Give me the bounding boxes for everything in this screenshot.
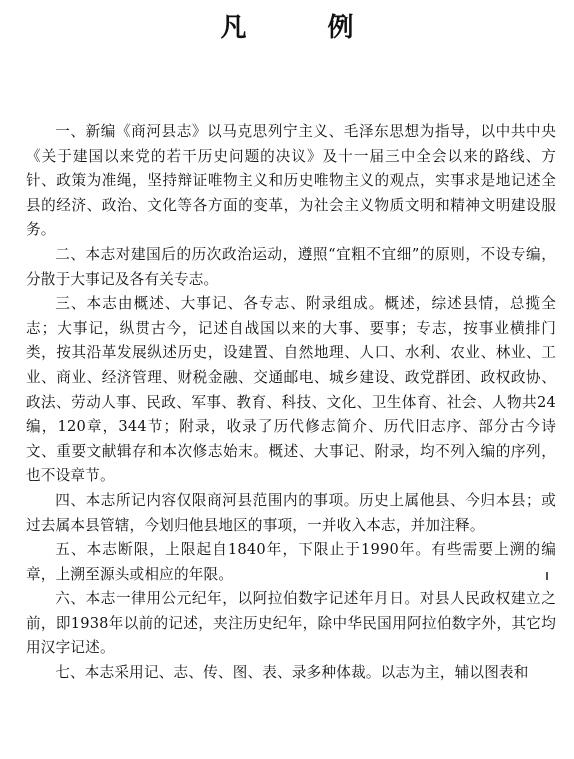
document-body — [26, 120, 556, 686]
scan-mark — [546, 572, 548, 580]
paragraph-7: 七、本志采用记、志、传、图、表、录多种体裁。以志为主，辅以图表和 — [55, 664, 529, 682]
paragraph-2: 二、本志对建国后的历次政治运动，遵照“宜粗不宜细”的原则，不设专编，分散于大事记及各有关专志。 — [26, 245, 556, 288]
paragraph-4: 四、本志所记内容仅限商河县范围内的事项。历史上属他县、今归本县；或过去属本县管辖，今划归他县地区的事项，一并收入本志，并加注释。 — [26, 491, 556, 534]
paragraph-5: 五、本志断限，上限起自1840年，下限止于1990年。有些需要上溯的编章，上溯至源头或相应的年限。 — [26, 541, 556, 583]
paragraph-1: 一、新编《商河县志》以马克思列宁主义、毛泽东思想为指导，以中共中央《关于建国以来党的若干历史问题的决议》及十一届三中全会以来的路线、方针、政策为准绳，坚持辩证唯物主义和历史唯物主义的观点，实事求是地记述全县的经济、政治、文化等各方面的变革，为社会主义物质文明和精神文明建设服务。 — [26, 123, 556, 239]
paragraph-3: 三、本志由概述、大事记、各专志、附录组成。概述，综述县情，总揽全志；大事记，纵贯古今，记述自战国以来的大事、要事；专志，按事业横排门类，按其沿革发展纵述历史，设建置、自然地理、人口、水利、农业、林业、工业、商业、经济管理、财税金融、交通邮电、城乡建设、政党群团、政权政协、政法、劳动人事、民政、军事、教育、科技、文化、卫生体育、社会、人物共24编，120章，344节；附录，收录了历代修志简介、历代旧志序、部分古今诗文、重要文献辑存和本次修志始末。概述、大事记、附录，均不列入编的序列，也不设章节。 — [26, 295, 556, 485]
paragraph-6: 六、本志一律用公元纪年，以阿拉伯数字记述年月日。对县人民政权建立之前，即1938年以前的记述，夹注历史纪年，除中华民国用阿拉伯数字外，其它均用汉字记述。 — [26, 590, 556, 657]
page-title: 凡 例 — [220, 13, 390, 43]
